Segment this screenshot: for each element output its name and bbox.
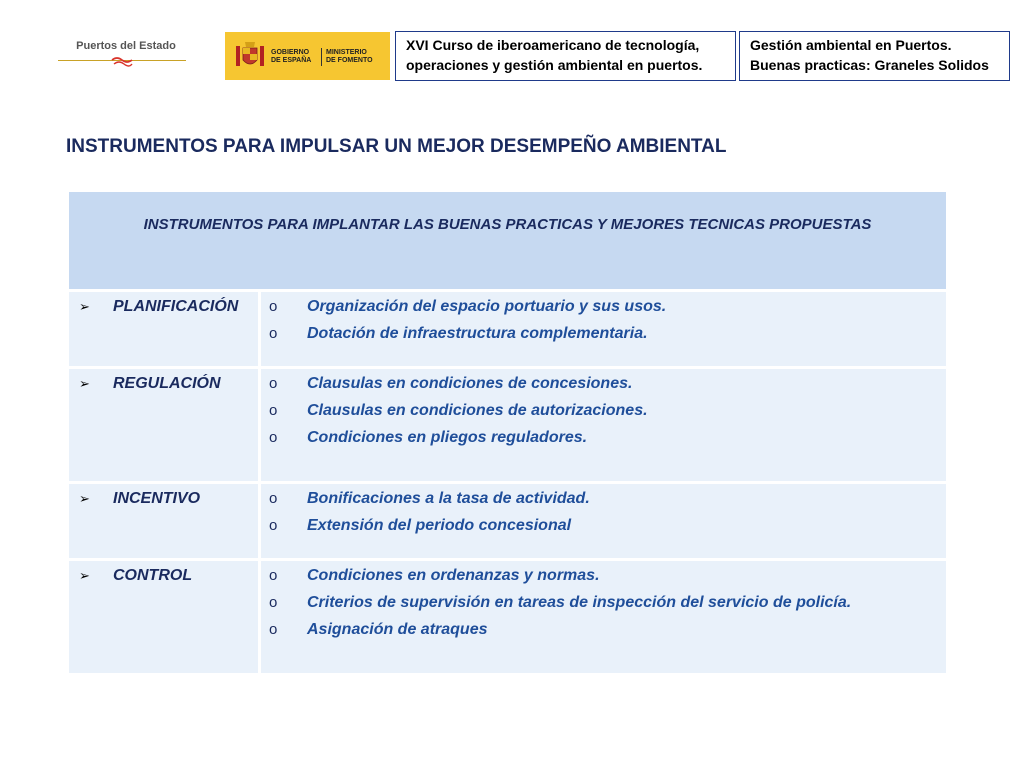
arrow-bullet-icon: ➢ <box>79 299 90 314</box>
circle-bullet-icon: o <box>269 325 278 342</box>
logo-separator <box>321 48 322 66</box>
course-title-box <box>395 31 736 81</box>
item-text: Clausulas en condiciones de autorizaciones. <box>307 402 648 419</box>
ministerio-line-2: DE FOMENTO <box>326 57 373 64</box>
category-label: CONTROL <box>113 567 193 584</box>
items-cell <box>261 561 946 673</box>
circle-bullet-icon: o <box>269 567 278 584</box>
topic-title-line-1: Gestión ambiental en Puertos. <box>750 37 952 53</box>
category-label: INCENTIVO <box>113 490 201 507</box>
list-item <box>269 400 946 427</box>
circle-bullet-icon: o <box>269 375 278 392</box>
gobierno-espana-logo <box>225 32 390 80</box>
category-cell <box>69 292 261 366</box>
puertos-logo-text: Puertos del Estado <box>76 40 176 52</box>
table-row-planificacion <box>69 289 946 366</box>
list-item <box>269 373 946 400</box>
ministerio-text <box>326 49 373 65</box>
gobierno-text <box>271 49 311 65</box>
item-text: Condiciones en pliegos reguladores. <box>307 429 588 446</box>
instruments-table <box>69 192 946 673</box>
arrow-bullet-icon: ➢ <box>79 491 90 506</box>
ministerio-line-1: MINISTERIO <box>326 49 367 56</box>
item-text: Extensión del periodo concesional <box>307 517 572 534</box>
circle-bullet-icon: o <box>269 594 278 611</box>
item-text: Asignación de atraques <box>307 621 488 638</box>
circle-bullet-icon: o <box>269 429 278 446</box>
list-item <box>269 619 946 646</box>
arrow-bullet-icon: ➢ <box>79 376 90 391</box>
arrow-bullet-icon: ➢ <box>79 568 90 583</box>
item-text: Dotación de infraestructura complementaria. <box>307 325 648 342</box>
coat-of-arms-icon <box>233 40 267 72</box>
circle-bullet-icon: o <box>269 621 278 638</box>
course-title-line-2: operaciones y gestión ambiental en puertos. <box>406 57 703 73</box>
circle-bullet-icon: o <box>269 298 278 315</box>
list-item <box>269 515 946 542</box>
page-title: INSTRUMENTOS PARA IMPULSAR UN MEJOR DESEMPEÑO AMBIENTAL <box>66 136 727 157</box>
puertos-del-estado-logo <box>58 40 186 72</box>
category-cell <box>69 369 261 481</box>
category-label: PLANIFICACIÓN <box>113 298 239 315</box>
list-item <box>269 296 946 323</box>
list-item <box>269 427 946 454</box>
wave-logo-icon <box>110 55 134 69</box>
table-row-incentivo <box>69 481 946 558</box>
table-row-regulacion <box>69 366 946 481</box>
item-text: Organización del espacio portuario y sus usos. <box>307 298 667 315</box>
category-cell <box>69 484 261 558</box>
items-cell <box>261 292 946 366</box>
items-cell <box>261 484 946 558</box>
list-item <box>269 565 946 592</box>
category-cell <box>69 561 261 673</box>
list-item <box>269 488 946 515</box>
course-title-line-1: XVI Curso de iberoamericano de tecnología, <box>406 37 700 53</box>
list-item <box>269 323 946 350</box>
item-text: Criterios de supervisión en tareas de inspección del servicio de policía. <box>307 594 852 611</box>
item-text: Bonificaciones a la tasa de actividad. <box>307 490 590 507</box>
item-text: Condiciones en ordenanzas y normas. <box>307 567 600 584</box>
circle-bullet-icon: o <box>269 402 278 419</box>
table-row-control <box>69 558 946 673</box>
circle-bullet-icon: o <box>269 490 278 507</box>
item-text: Clausulas en condiciones de concesiones. <box>307 375 633 392</box>
list-item <box>269 592 946 619</box>
gobierno-line-1: GOBIERNO <box>271 49 310 56</box>
topic-title-box <box>739 31 1010 81</box>
items-cell <box>261 369 946 481</box>
gobierno-line-2: DE ESPAÑA <box>271 57 312 64</box>
circle-bullet-icon: o <box>269 517 278 534</box>
category-label: REGULACIÓN <box>113 375 221 392</box>
topic-title-line-2: Buenas practicas: Graneles Solidos <box>750 57 989 73</box>
table-heading: INSTRUMENTOS PARA IMPLANTAR LAS BUENAS PRACTICAS Y MEJORES TECNICAS PROPUESTAS <box>69 192 946 289</box>
